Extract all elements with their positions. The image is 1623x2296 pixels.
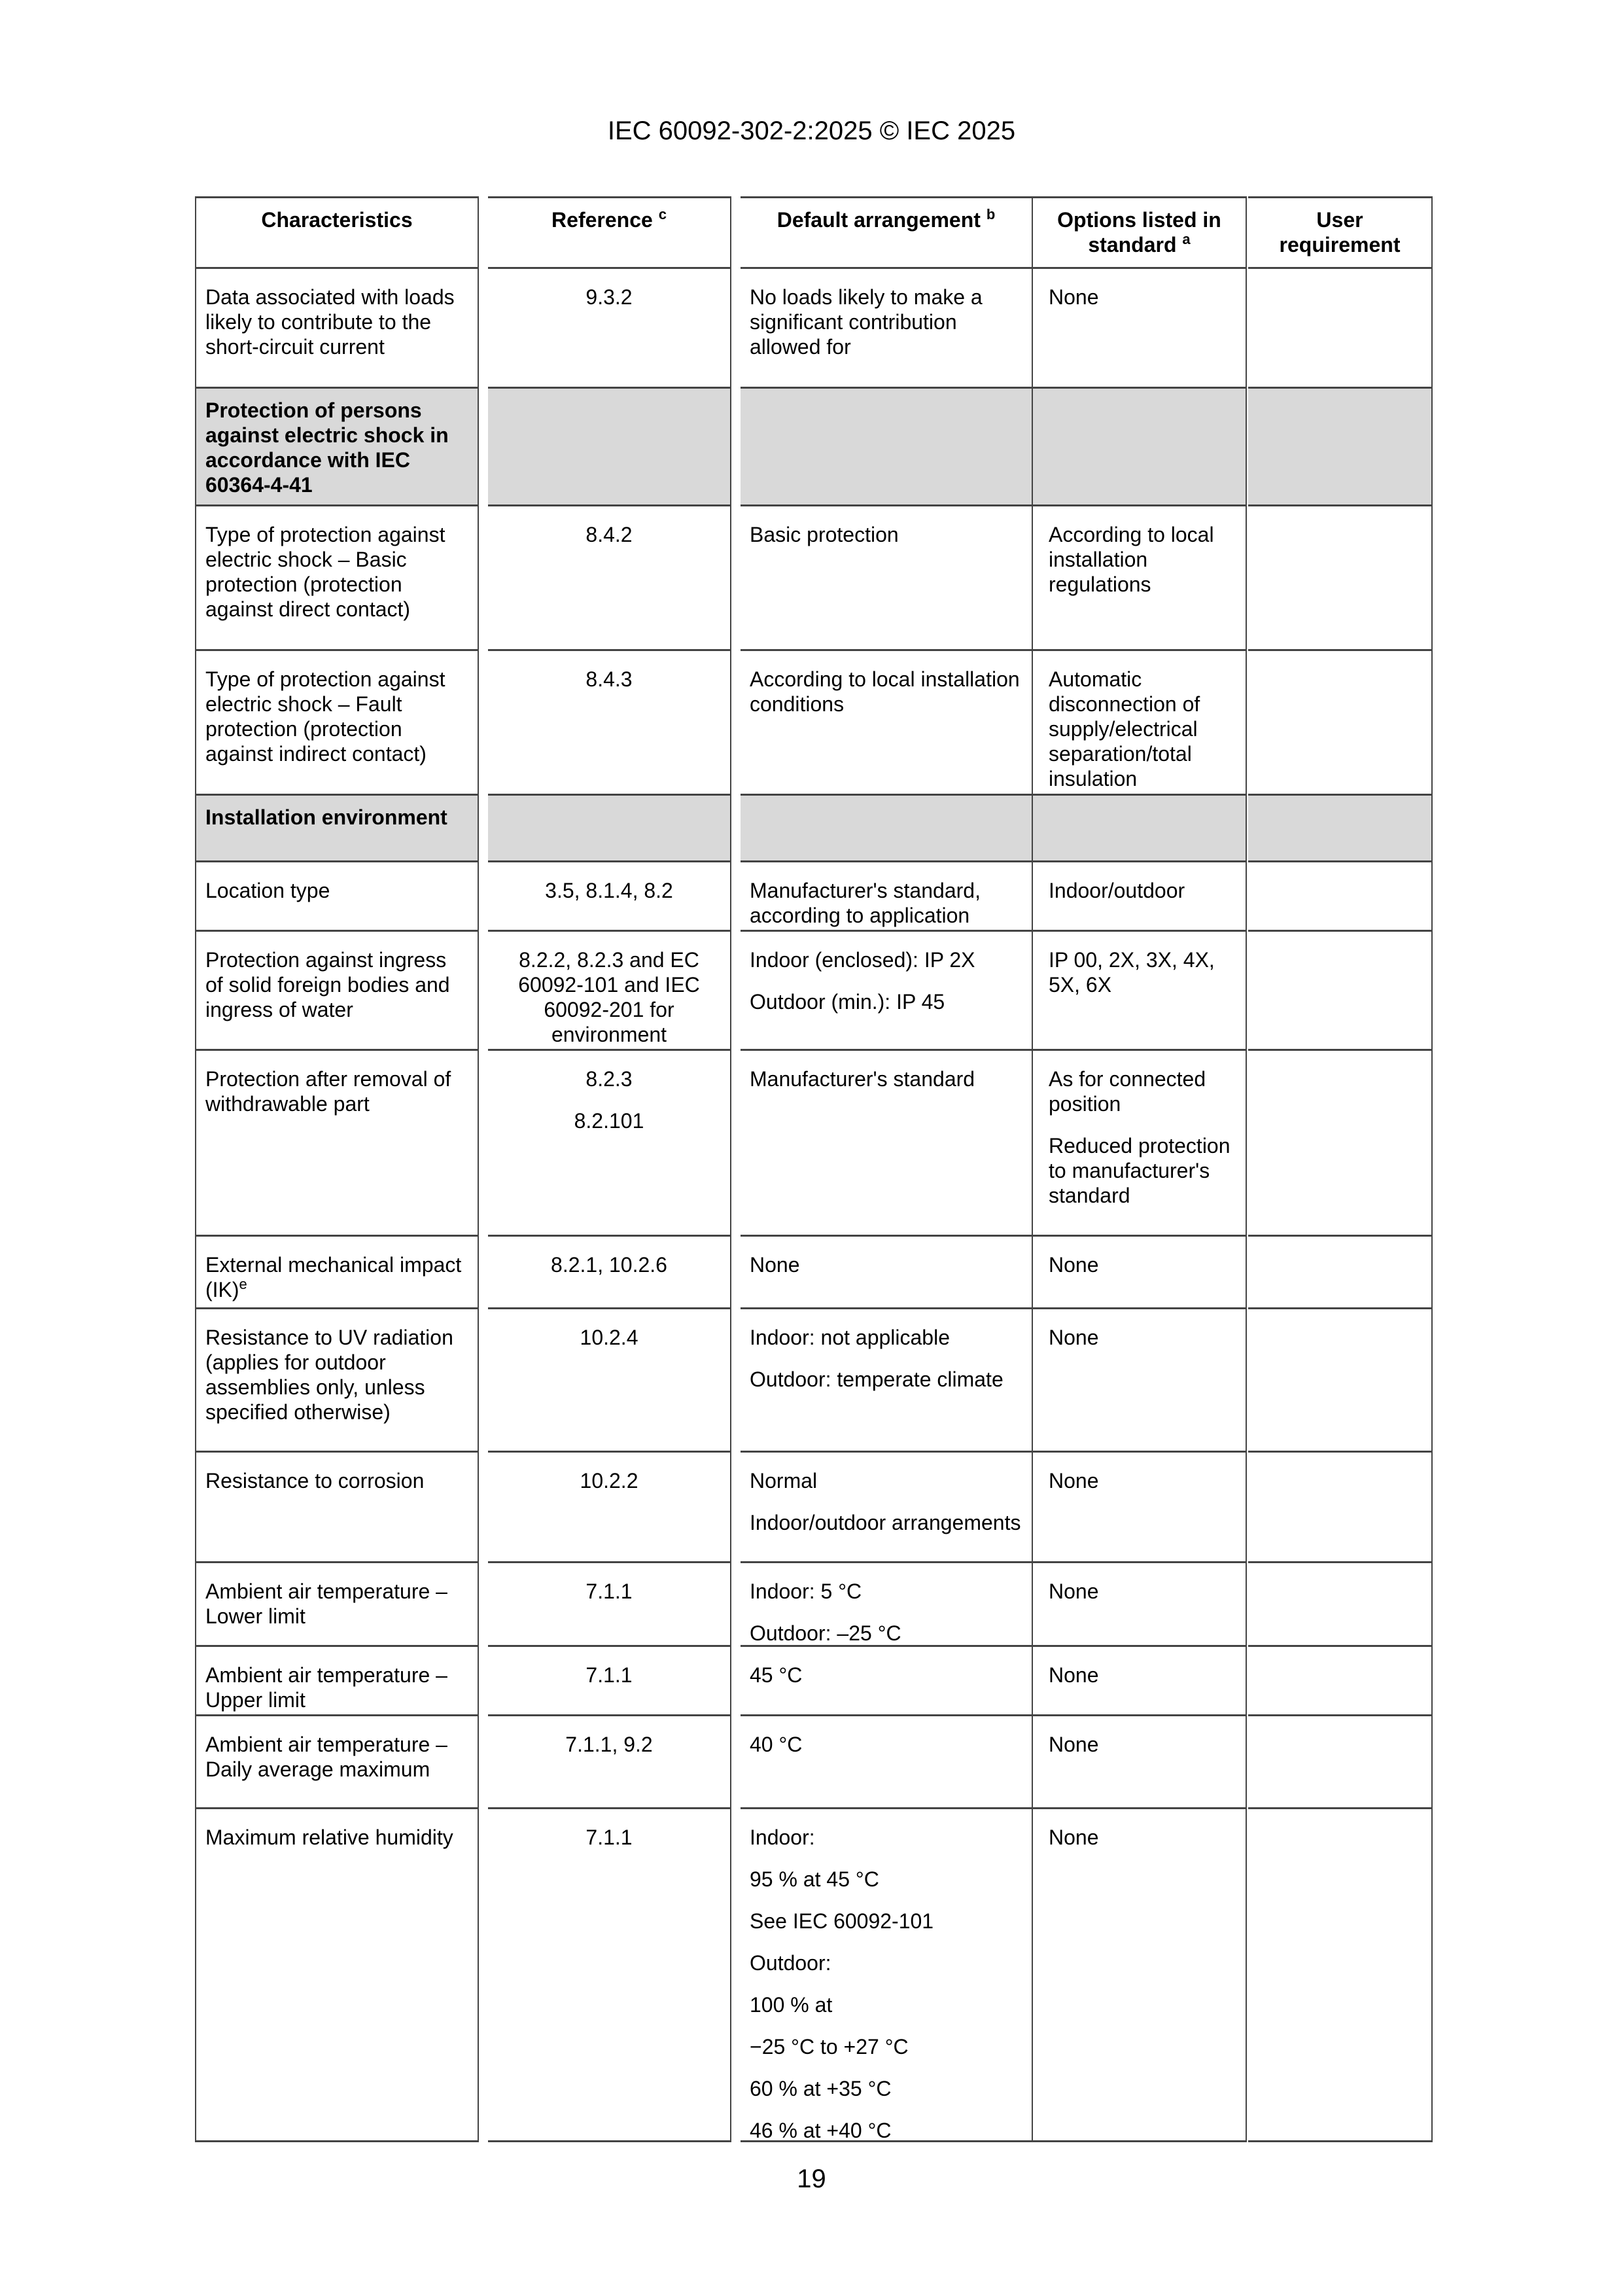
options-cell: Indoor/outdoor	[1033, 860, 1247, 930]
default-cell: Indoor: 95 % at 45 °C See IEC 60092-101 Outdoor: 100 % at −25 °C to +27 °C 60 % at +35 °C 46 % at +40 °C	[741, 1807, 1033, 2142]
user-requirement-cell[interactable]	[1248, 1561, 1433, 1645]
characteristic-cell: Resistance to UV radiation (applies for outdoor assemblies only, unless specified otherwise)	[195, 1307, 479, 1451]
options-cell: None	[1033, 1307, 1247, 1451]
default-cell: Manufacturer's standard, according to application	[741, 860, 1033, 930]
user-requirement-cell[interactable]	[1248, 1645, 1433, 1714]
characteristic-cell: Type of protection against electric shock – Basic protection (protection against direct contact)	[195, 504, 479, 649]
column-header-reference: Reference $^c$	[488, 196, 731, 267]
specification-table	[195, 196, 1433, 2142]
options-cell: Automatic disconnection of supply/electrical separation/total insulation	[1033, 649, 1247, 794]
user-requirement-cell[interactable]	[1248, 267, 1433, 387]
section-blank-cell	[1248, 387, 1433, 504]
section-blank-cell	[488, 387, 731, 504]
user-requirement-cell[interactable]	[1248, 1307, 1433, 1451]
reference-cell: 8.4.3	[488, 649, 731, 794]
section-blank-cell	[1248, 794, 1433, 860]
characteristic-cell: Maximum relative humidity	[195, 1807, 479, 2142]
user-requirement-cell[interactable]	[1248, 649, 1433, 794]
column-header-options: Options listed in standard $^a$	[1033, 196, 1247, 267]
options-cell: None	[1033, 1561, 1247, 1645]
default-cell: No loads likely to make a significant contribution allowed for	[741, 267, 1033, 387]
user-requirement-cell[interactable]	[1248, 1049, 1433, 1235]
table-header-row	[195, 196, 1433, 267]
options-cell: None	[1033, 1807, 1247, 2142]
options-cell: None	[1033, 1645, 1247, 1714]
table-row	[195, 649, 1433, 794]
table-row	[195, 267, 1433, 387]
characteristic-cell: Ambient air temperature – Daily average maximum	[195, 1714, 479, 1807]
reference-cell: 10.2.2	[488, 1451, 731, 1561]
user-requirement-cell[interactable]	[1248, 1451, 1433, 1561]
table-row	[195, 1049, 1433, 1235]
table-row	[195, 1645, 1433, 1714]
reference-cell: 3.5, 8.1.4, 8.2	[488, 860, 731, 930]
table-row	[195, 1714, 1433, 1807]
reference-cell: 9.3.2	[488, 267, 731, 387]
reference-cell: 7.1.1	[488, 1807, 731, 2142]
characteristic-cell: Data associated with loads likely to contribute to the short-circuit current	[195, 267, 479, 387]
section-blank-cell	[1033, 794, 1247, 860]
characteristic-cell: Protection against ingress of solid foreign bodies and ingress of water	[195, 930, 479, 1049]
default-cell: 40 °C	[741, 1714, 1033, 1807]
table-row	[195, 504, 1433, 649]
section-blank-cell	[488, 794, 731, 860]
options-cell: None	[1033, 1235, 1247, 1307]
characteristic-cell: Protection after removal of withdrawable part	[195, 1049, 479, 1235]
reference-cell: 7.1.1, 9.2	[488, 1714, 731, 1807]
section-row	[195, 794, 1433, 860]
default-cell: According to local installation conditions	[741, 649, 1033, 794]
reference-cell: 10.2.4	[488, 1307, 731, 1451]
default-cell: Indoor: 5 °C Outdoor: –25 °C	[741, 1561, 1033, 1645]
characteristic-cell: Ambient air temperature – Lower limit	[195, 1561, 479, 1645]
user-requirement-cell[interactable]	[1248, 930, 1433, 1049]
user-requirement-cell[interactable]	[1248, 1714, 1433, 1807]
table-row	[195, 860, 1433, 930]
column-header-user-requirement: User requirement	[1248, 196, 1433, 267]
options-cell: None	[1033, 267, 1247, 387]
user-requirement-cell[interactable]	[1248, 504, 1433, 649]
user-requirement-cell[interactable]	[1248, 860, 1433, 930]
column-header-characteristics: Characteristics	[195, 196, 479, 267]
characteristic-cell: External mechanical impact (IK)$^e$	[195, 1235, 479, 1307]
reference-cell: 7.1.1	[488, 1561, 731, 1645]
section-blank-cell	[741, 387, 1033, 504]
reference-cell: 8.2.2, 8.2.3 and EC 60092-101 and IEC 60092-201 for environment	[488, 930, 731, 1049]
reference-cell: 8.2.1, 10.2.6	[488, 1235, 731, 1307]
default-cell: Indoor: not applicable Outdoor: temperate climate	[741, 1307, 1033, 1451]
options-cell: None	[1033, 1714, 1247, 1807]
user-requirement-cell[interactable]	[1248, 1235, 1433, 1307]
table-row	[195, 1307, 1433, 1451]
default-cell: None	[741, 1235, 1033, 1307]
characteristic-cell: Resistance to corrosion	[195, 1451, 479, 1561]
characteristic-cell: Ambient air temperature – Upper limit	[195, 1645, 479, 1714]
user-requirement-cell[interactable]	[1248, 1807, 1433, 2142]
default-cell: Basic protection	[741, 504, 1033, 649]
options-cell: IP 00, 2X, 3X, 4X, 5X, 6X	[1033, 930, 1247, 1049]
section-title: Installation environment	[195, 794, 479, 860]
default-cell: Manufacturer's standard	[741, 1049, 1033, 1235]
table-row	[195, 1235, 1433, 1307]
options-cell: According to local installation regulations	[1033, 504, 1247, 649]
page-header: IEC 60092-302-2:2025 © IEC 2025	[607, 116, 1016, 145]
characteristic-cell: Location type	[195, 860, 479, 930]
section-blank-cell	[1033, 387, 1247, 504]
characteristic-cell: Type of protection against electric shock – Fault protection (protection against indirect contact)	[195, 649, 479, 794]
table-row	[195, 1561, 1433, 1645]
section-row	[195, 387, 1433, 504]
options-cell: As for connected position Reduced protection to manufacturer's standard	[1033, 1049, 1247, 1235]
table-row	[195, 1807, 1433, 2142]
column-header-default-arrangement: Default arrangement $^b$	[741, 196, 1033, 267]
section-blank-cell	[741, 794, 1033, 860]
table-row	[195, 1451, 1433, 1561]
section-title: Protection of persons against electric shock in accordance with IEC 60364-4-41	[195, 387, 479, 504]
page-number: 19	[797, 2164, 826, 2193]
table-row	[195, 930, 1433, 1049]
default-cell: Normal Indoor/outdoor arrangements	[741, 1451, 1033, 1561]
default-cell: Indoor (enclosed): IP 2X Outdoor (min.): IP 45	[741, 930, 1033, 1049]
reference-cell: 8.4.2	[488, 504, 731, 649]
default-cell: 45 °C	[741, 1645, 1033, 1714]
reference-cell: 8.2.3 8.2.101	[488, 1049, 731, 1235]
options-cell: None	[1033, 1451, 1247, 1561]
reference-cell: 7.1.1	[488, 1645, 731, 1714]
